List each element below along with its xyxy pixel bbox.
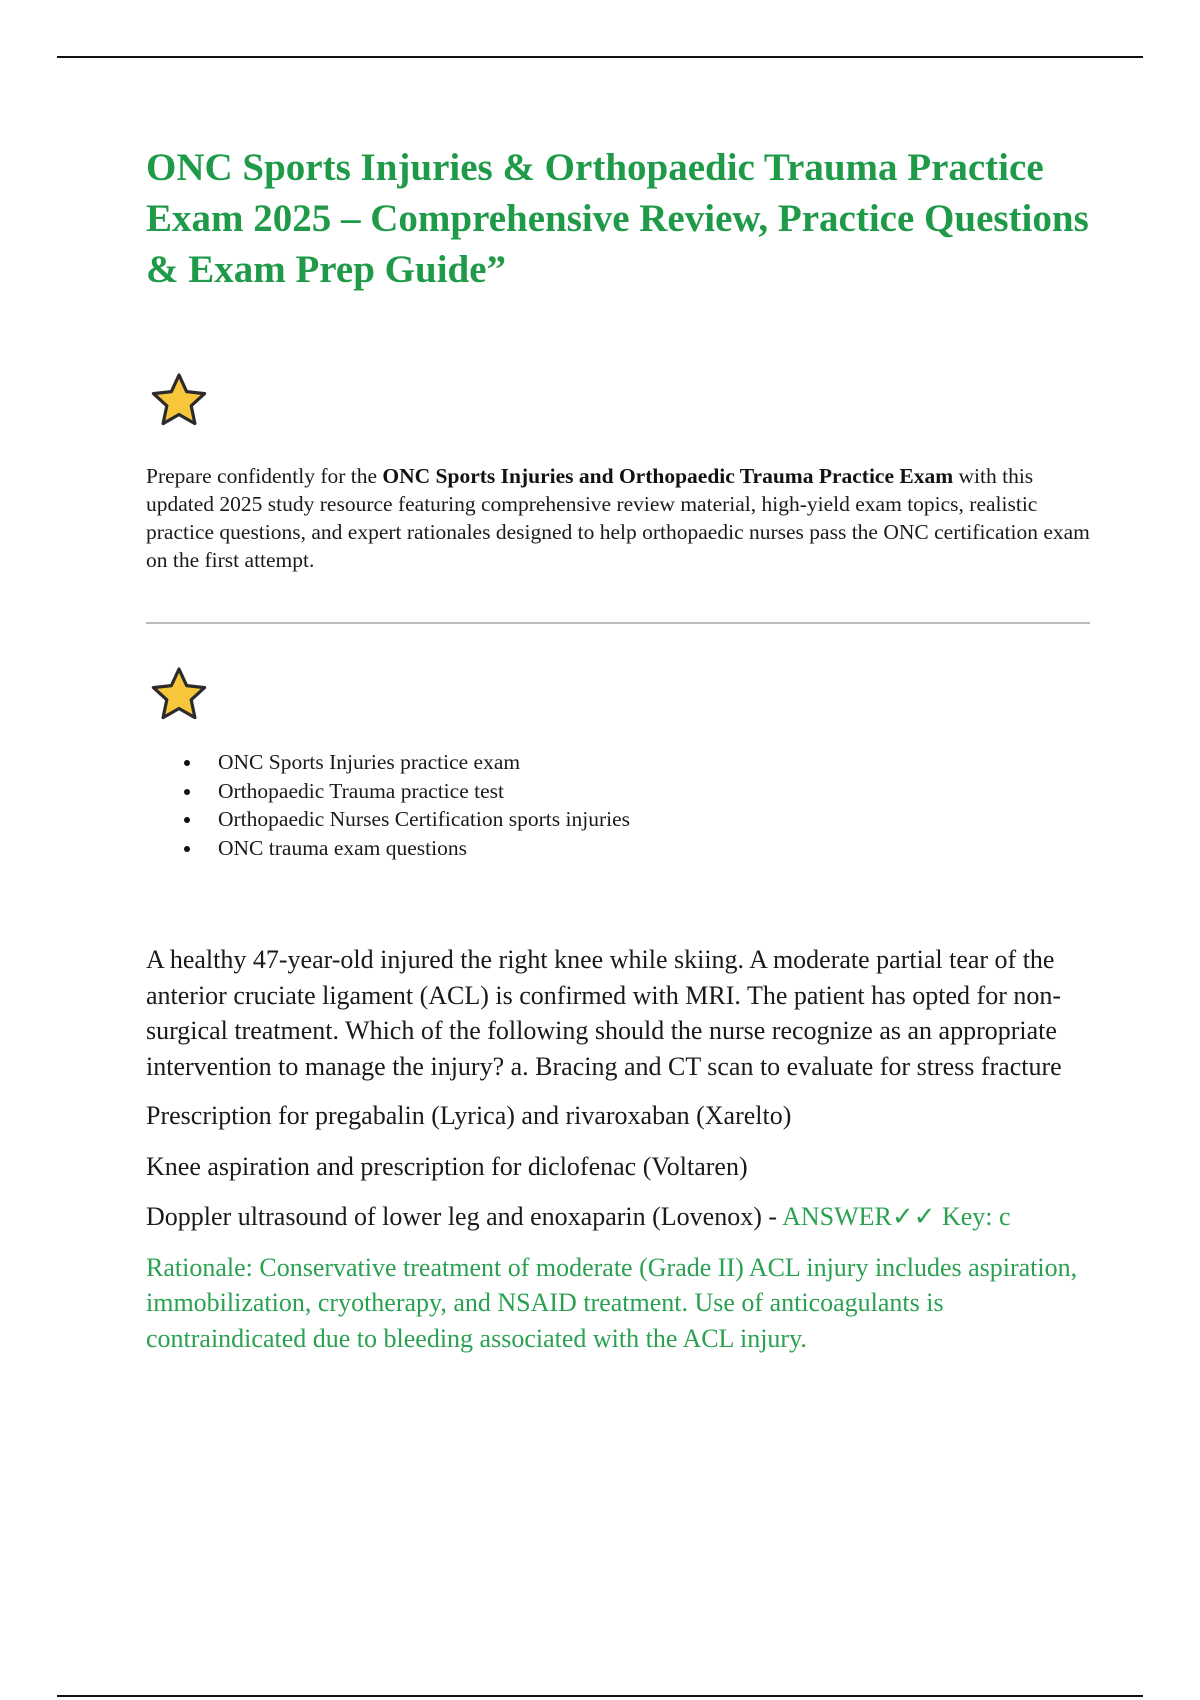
option-d [146,1199,1086,1235]
list-item: Orthopaedic Trauma practice test [146,777,630,806]
list-item: ONC Sports Injuries practice exam [146,748,630,777]
star-icon [150,666,208,722]
star-icon [150,372,208,428]
top-rule [57,56,1143,58]
intro-paragraph [146,462,1096,574]
list-item: Orthopaedic Nurses Certification sports injuries [146,805,630,834]
intro-bold-exam-name: ONC Sports Injuries and Orthopaedic Trauma Practice Exam [382,464,954,488]
keyword-list [146,748,630,862]
option-d-text: Doppler ultrasound of lower leg and enoxaparin (Lovenox) - [146,1202,783,1231]
list-item: ONC trauma exam questions [146,834,630,863]
question-stem: A healthy 47-year-old injured the right knee while skiing. A moderate partial tear of the anterior cruciate ligament (ACL) is confirmed with MRI. The patient has opted for non- surgical treatment. Which of the following should the nurse recognize as an appropriate intervention to manage the injury? a. Bracing and CT scan to evaluate for stress fracture [146,945,1062,1081]
practice-question [146,942,1086,1356]
option-c: Knee aspiration and prescription for diclofenac (Voltaren) [146,1151,748,1181]
rationale-text: Rationale: Conservative treatment of moderate (Grade II) ACL injury includes aspiration, immobilization, cryotherapy, and NSAID treatment. Use of anticoagulants is contraindicated due to bleeding associated with the ACL injury. [146,1252,1078,1353]
option-b: Prescription for pregabalin (Lyrica) and rivaroxaban (Xarelto) [146,1101,792,1130]
intro-suffix: with this updated 2025 study resource featuring comprehensive review material, high-yield exam topics, realistic practice questions, and expert rationales designed to help orthopaedic nurses pass the ONC certification exam on the first attempt. [146,464,1090,572]
section-divider [146,622,1090,624]
answer-key: ANSWER✓✓ Key: c [782,1202,1011,1231]
bottom-rule [57,1695,1143,1697]
document-title: ONC Sports Injuries & Orthopaedic Trauma Practice Exam 2025 – Comprehensive Review, Practice Questions & Exam Prep Guide” [146,146,1089,291]
intro-prefix: Prepare confidently for the [146,464,383,488]
